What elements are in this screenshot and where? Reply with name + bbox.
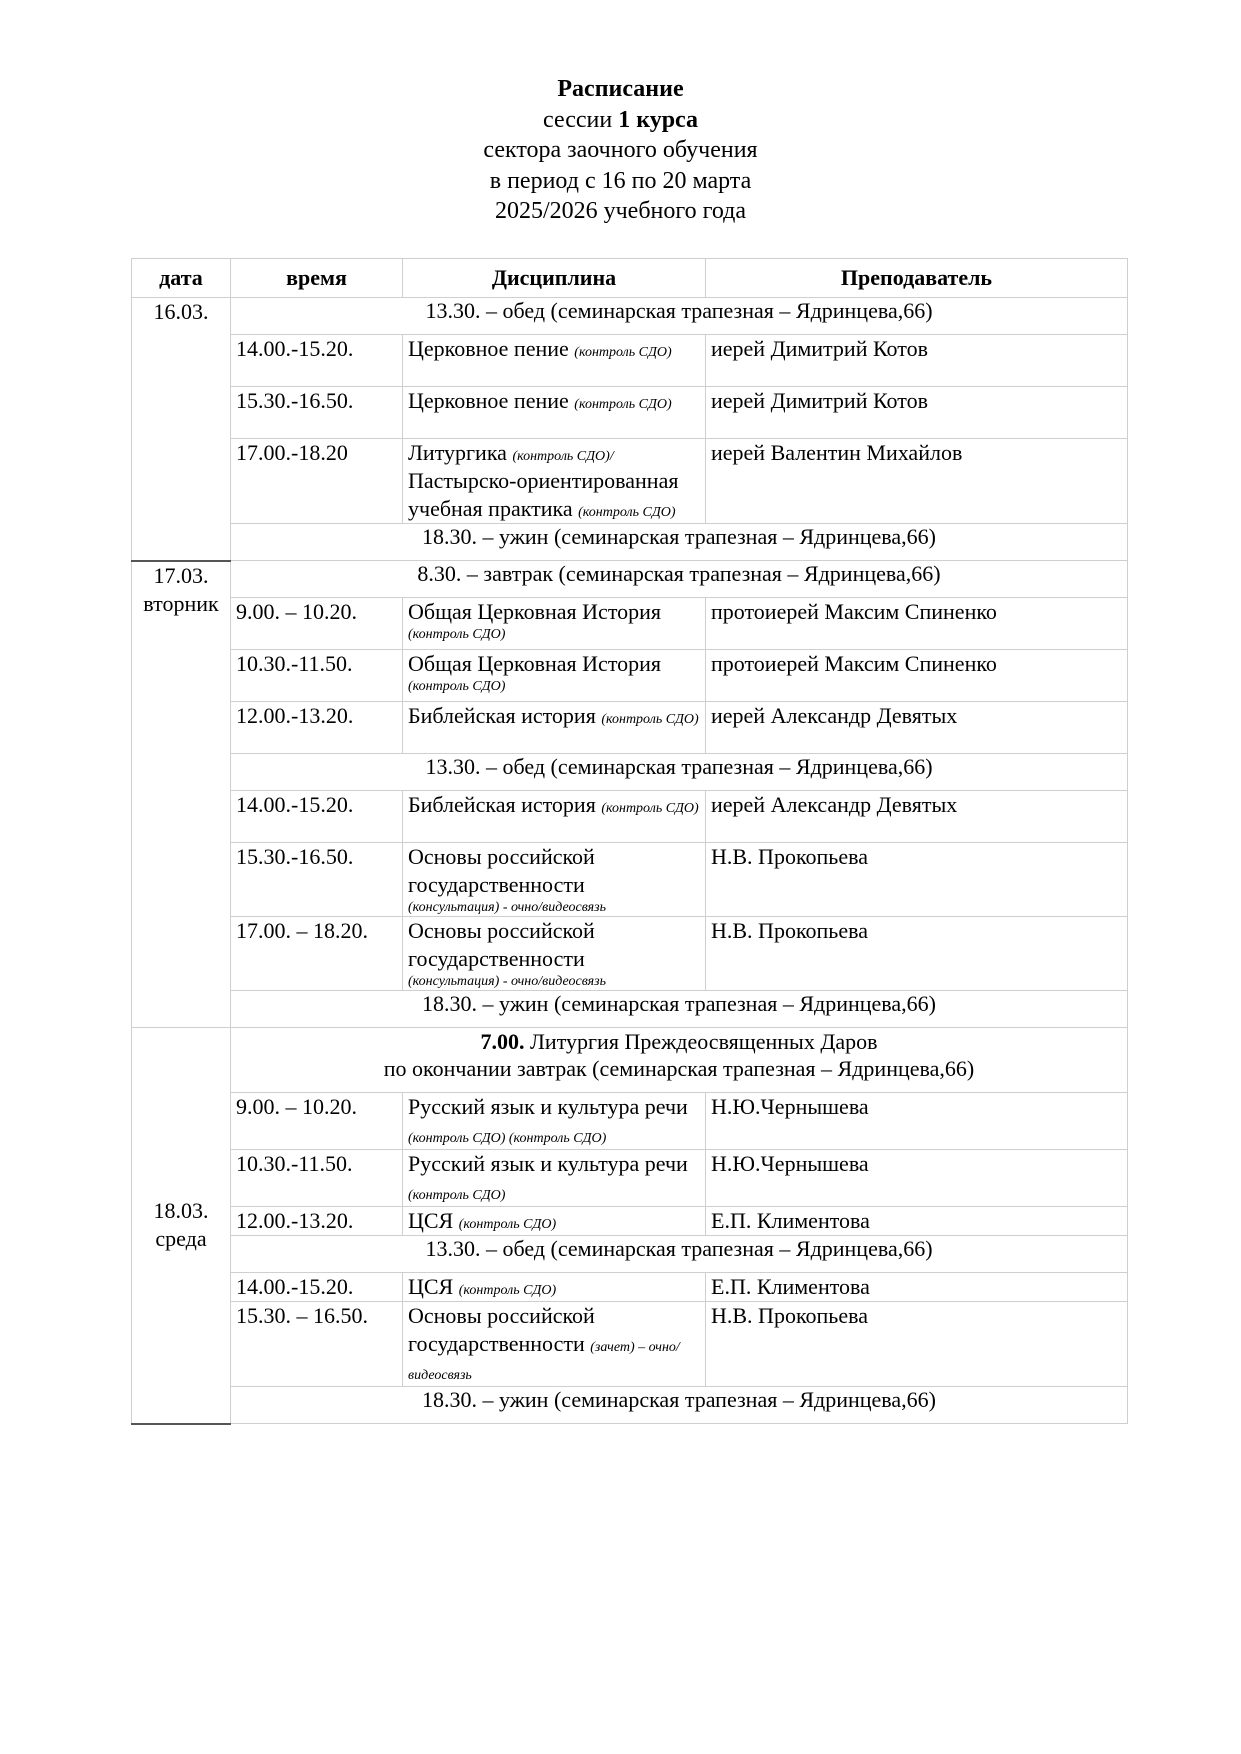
weekday: вторник bbox=[143, 590, 219, 616]
date: 18.03. bbox=[153, 1198, 209, 1224]
table-row bbox=[132, 335, 1128, 387]
time-cell: 10.30.-11.50. bbox=[231, 1150, 403, 1207]
teacher-cell: иерей Димитрий Котов bbox=[706, 387, 1128, 439]
table-row bbox=[132, 991, 1128, 1028]
schedule-table bbox=[131, 258, 1128, 1425]
teacher-cell: Н.Ю.Чернышева bbox=[706, 1150, 1128, 1207]
time-cell: 12.00.-13.20. bbox=[231, 1207, 403, 1236]
subject-cell: Библейская история (контроль СДО) bbox=[403, 702, 706, 754]
teacher-cell: Е.П. Климентова bbox=[706, 1273, 1128, 1302]
table-row bbox=[132, 298, 1128, 335]
teacher-cell: Н.В. Прокопьева bbox=[706, 843, 1128, 917]
meal-row: 13.30. – обед (семинарская трапезная – Ядринцева,66) bbox=[231, 298, 1128, 335]
time-cell: 9.00. – 10.20. bbox=[231, 598, 403, 650]
subject-cell: Русский язык и культура речи (контроль СДО) bbox=[403, 1150, 706, 1207]
heading-title: Расписание bbox=[557, 76, 684, 102]
meal-row: 18.30. – ужин (семинарская трапезная – Ядринцева,66) bbox=[231, 991, 1128, 1028]
heading-course: сессии 1 курса bbox=[543, 106, 698, 133]
meal-row: 13.30. – обед (семинарская трапезная – Ядринцева,66) bbox=[231, 1236, 1128, 1273]
subject-cell: Основы российской государственности (консультация) - очно/видеосвязь bbox=[403, 917, 706, 991]
header-row bbox=[132, 259, 1128, 298]
time-cell: 14.00.-15.20. bbox=[231, 335, 403, 387]
time-cell: 14.00.-15.20. bbox=[231, 1273, 403, 1302]
weekday: среда bbox=[155, 1226, 207, 1252]
liturgy-row: 7.00. Литургия Преждеосвященных Даров по окончании завтрак (семинарская трапезная – Ядринцева,66) bbox=[231, 1028, 1128, 1093]
subject-cell: Общая Церковная История (контроль СДО) bbox=[403, 650, 706, 702]
time-cell: 15.30. – 16.50. bbox=[231, 1302, 403, 1387]
subject-cell: Церковное пение (контроль СДО) bbox=[403, 335, 706, 387]
teacher-cell: иерей Валентин Михайлов bbox=[706, 439, 1128, 524]
table-row bbox=[132, 1273, 1128, 1302]
date-cell bbox=[132, 298, 231, 561]
heading-period: в период с 16 по 20 марта bbox=[489, 167, 752, 194]
table-row bbox=[132, 598, 1128, 650]
time-cell: 17.00.-18.20 bbox=[231, 439, 403, 524]
table-row bbox=[132, 524, 1128, 561]
time-cell: 15.30.-16.50. bbox=[231, 843, 403, 917]
time-cell: 12.00.-13.20. bbox=[231, 702, 403, 754]
meal-row: 13.30. – обед (семинарская трапезная – Ядринцева,66) bbox=[231, 754, 1128, 791]
time-cell: 17.00. – 18.20. bbox=[231, 917, 403, 991]
table-row bbox=[132, 917, 1128, 991]
table-row bbox=[132, 1207, 1128, 1236]
teacher-cell: протоиерей Максим Спиненко bbox=[706, 650, 1128, 702]
heading-year: 2025/2026 учебного года bbox=[494, 198, 747, 224]
date: 16.03. bbox=[153, 299, 209, 324]
date-cell bbox=[132, 561, 231, 1028]
time-cell: 15.30.-16.50. bbox=[231, 387, 403, 439]
table-row bbox=[132, 1028, 1128, 1093]
column-header-discipline: Дисциплина bbox=[403, 259, 706, 298]
column-header-date: дата bbox=[132, 259, 231, 298]
column-header-teacher: Преподаватель bbox=[706, 259, 1128, 298]
table-row bbox=[132, 561, 1128, 598]
subject-cell: Литургика (контроль СДО)/Пастырско-ориентированная учебная практика (контроль СДО) bbox=[403, 439, 706, 524]
table-row bbox=[132, 791, 1128, 843]
teacher-cell: иерей Димитрий Котов bbox=[706, 335, 1128, 387]
table-row bbox=[132, 439, 1128, 524]
column-header-time: время bbox=[231, 259, 403, 298]
meal-row: 8.30. – завтрак (семинарская трапезная – Ядринцева,66) bbox=[231, 561, 1128, 598]
table-row bbox=[132, 1093, 1128, 1150]
meal-row: 18.30. – ужин (семинарская трапезная – Ядринцева,66) bbox=[231, 1387, 1128, 1424]
table-row bbox=[132, 387, 1128, 439]
subject-cell: Библейская история (контроль СДО) bbox=[403, 791, 706, 843]
teacher-cell: Е.П. Климентова bbox=[706, 1207, 1128, 1236]
table-row bbox=[132, 702, 1128, 754]
heading-sector: сектора заочного обучения bbox=[483, 137, 758, 163]
subject-cell: Основы российской государственности (консультация) - очно/видеосвязь bbox=[403, 843, 706, 917]
time-cell: 14.00.-15.20. bbox=[231, 791, 403, 843]
table-row bbox=[132, 1150, 1128, 1207]
subject-cell: Церковное пение (контроль СДО) bbox=[403, 387, 706, 439]
meal-row: 18.30. – ужин (семинарская трапезная – Ядринцева,66) bbox=[231, 524, 1128, 561]
time-cell: 10.30.-11.50. bbox=[231, 650, 403, 702]
table-row bbox=[132, 843, 1128, 917]
teacher-cell: иерей Александр Девятых bbox=[706, 702, 1128, 754]
table-row bbox=[132, 754, 1128, 791]
table-row bbox=[132, 1236, 1128, 1273]
date: 17.03. bbox=[153, 562, 209, 588]
time-cell: 9.00. – 10.20. bbox=[231, 1093, 403, 1150]
date-cell bbox=[132, 1028, 231, 1424]
table-row bbox=[132, 1387, 1128, 1424]
subject-cell: ЦСЯ (контроль СДО) bbox=[403, 1207, 706, 1236]
subject-cell: Общая Церковная История (контроль СДО) bbox=[403, 598, 706, 650]
teacher-cell: Н.Ю.Чернышева bbox=[706, 1093, 1128, 1150]
table-row bbox=[132, 650, 1128, 702]
teacher-cell: протоиерей Максим Спиненко bbox=[706, 598, 1128, 650]
teacher-cell: иерей Александр Девятых bbox=[706, 791, 1128, 843]
teacher-cell: Н.В. Прокопьева bbox=[706, 917, 1128, 991]
subject-cell: Русский язык и культура речи (контроль СДО) (контроль СДО) bbox=[403, 1093, 706, 1150]
table-row bbox=[132, 1302, 1128, 1387]
subject-cell: ЦСЯ (контроль СДО) bbox=[403, 1273, 706, 1302]
subject-cell: Основы российской государственности (зачет) – очно/видеосвязь bbox=[403, 1302, 706, 1387]
teacher-cell: Н.В. Прокопьева bbox=[706, 1302, 1128, 1387]
document-heading bbox=[0, 74, 1241, 227]
